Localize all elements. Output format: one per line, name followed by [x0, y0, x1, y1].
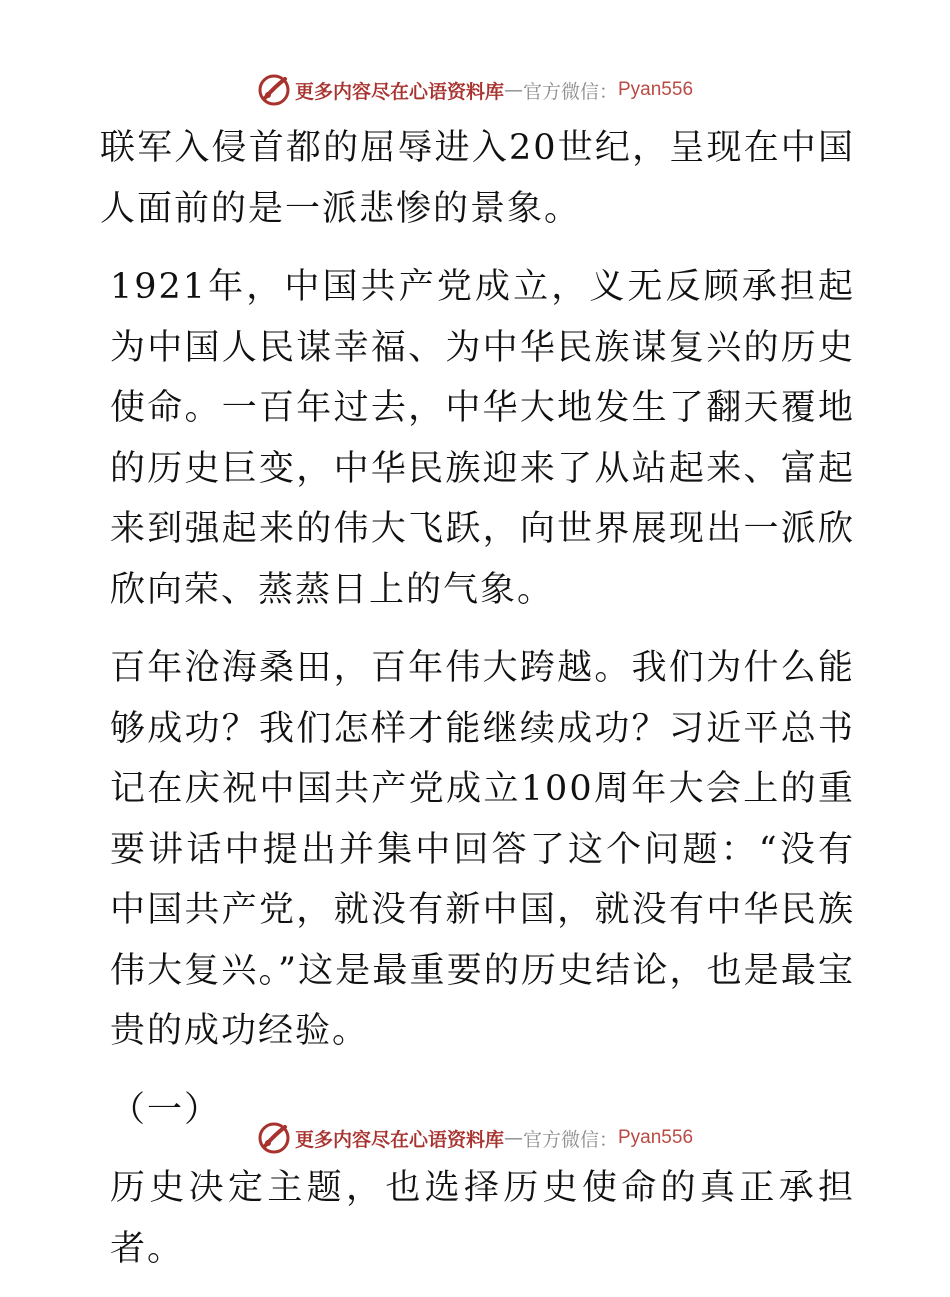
ink-brush-logo-icon: [257, 73, 291, 107]
watermark-dash: —: [503, 79, 523, 101]
paragraph-2: 1921年，中国共产党成立，义无反顾承担起为中国人民谋幸福、为中华民族谋复兴的历史使命。一百年过去，中华大地发生了翻天覆地的历史巨变，中华民族迎来了从站起来、富起来到强起来的伟大飞跃，向世界展现出一派欣欣向荣、蒸蒸日上的气象。: [110, 267, 855, 610]
ink-brush-logo-icon: [257, 1121, 291, 1155]
footer-watermark: [0, 1118, 950, 1158]
watermark-brand-text: 更多内容尽在心语资料库: [294, 1128, 504, 1151]
watermark-label: 官方微信：: [522, 1128, 618, 1151]
paragraph-1: 联军入侵首都的屈辱进入20世纪，呈现在中国人面前的是一派悲惨的景象。: [100, 128, 855, 229]
paragraph-4: 历史决定主题，也选择历史使命的真正承担者。: [110, 1168, 855, 1269]
watermark-wechat-id: Pyan556: [618, 1127, 694, 1148]
section-heading: （一）: [110, 1089, 222, 1130]
watermark-brand-text: 更多内容尽在心语资料库: [294, 80, 504, 103]
watermark-label: 官方微信：: [522, 80, 618, 103]
watermark-dash: —: [503, 1127, 523, 1149]
watermark-wechat-id: Pyan556: [618, 79, 694, 100]
header-watermark: [0, 70, 950, 110]
paragraph-3: 百年沧海桑田，百年伟大跨越。我们为什么能够成功？我们怎样才能继续成功？习近平总书记在庆祝中国共产党成立100周年大会上的重要讲话中提出并集中回答了这个问题：“没有中国共产党，就没有新中国，就没有中华民族伟大复兴。”这是最重要的历史结论，也是最宝贵的成功经验。: [110, 648, 855, 1051]
